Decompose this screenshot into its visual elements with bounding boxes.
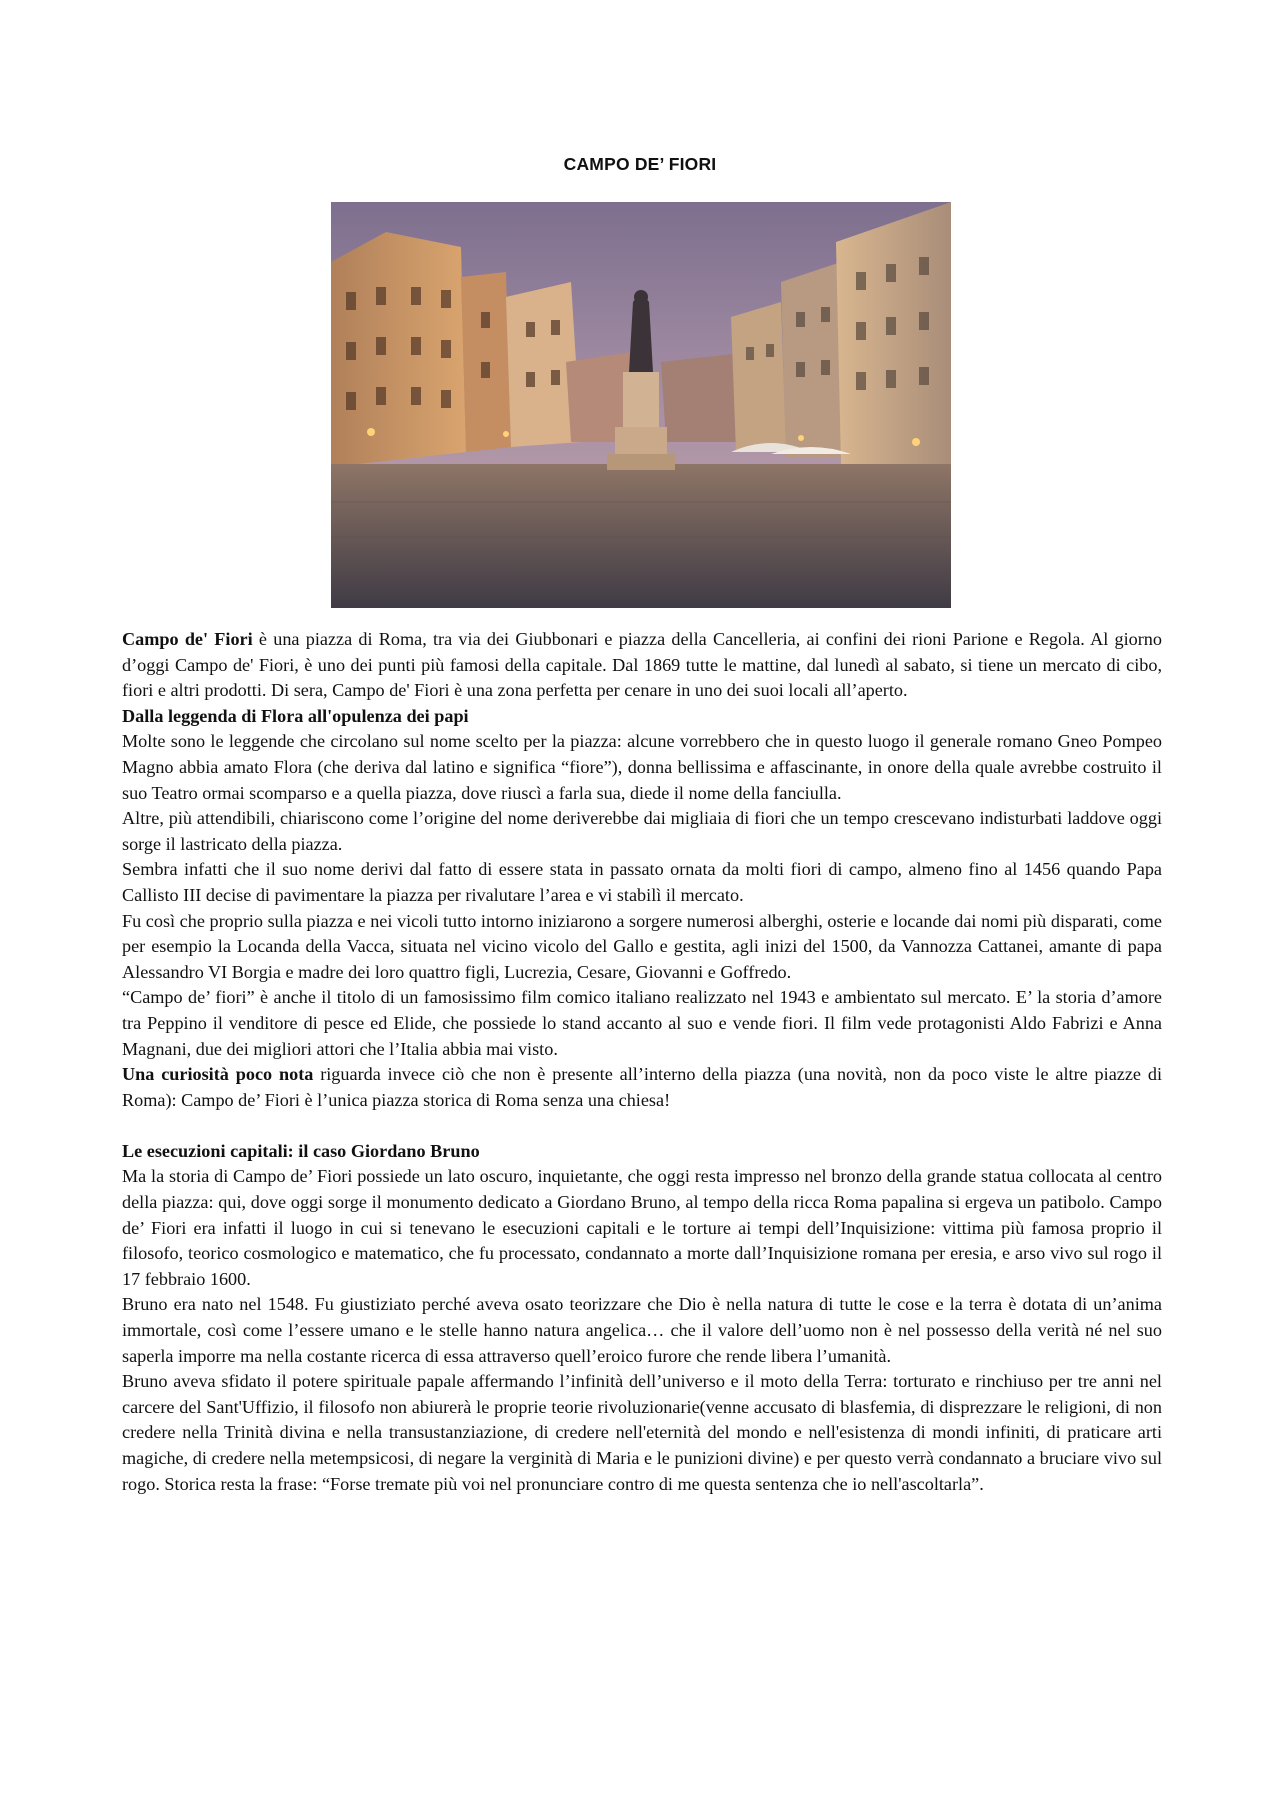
page-title: CAMPO DE’ FIORI <box>563 154 717 174</box>
intro-lead: Campo de' Fiori <box>122 629 253 649</box>
article-body <box>122 627 1162 1497</box>
section2-paragraph-1: Ma la storia di Campo de’ Fiori possiede un lato oscuro, inquietante, che oggi resta impresso nel bronzo della grande statua collocata al centro della piazza: qui, dove oggi sorge il monumento dedicato a Giordano Bruno, al tempo della ricca Roma papalina si ergeva un patibolo. Campo de’ Fiori era infatti il luogo in cui si tenevano le esecuzioni capitali e le torture ai tempi dell’Inquisizione: vittima più famosa proprio il filosofo, teorico cosmologico e matematico, che fu processato, condannato a morte dall’Inquisizione romana per eresia, e arso vivo sul rogo il 17 febbraio 1600. <box>122 1166 1162 1289</box>
section1-paragraph-2: Altre, più attendibili, chiariscono come l’origine del nome deriverebbe dai migliaia di fiori che un tempo crescevano indisturbati laddove oggi sorge il lastricato della piazza. <box>122 808 1162 854</box>
section2-heading: Le esecuzioni capitali: il caso Giordano Bruno <box>122 1140 480 1161</box>
section1-paragraph-1: Molte sono le leggende che circolano sul nome scelto per la piazza: alcune vorrebbero che in questo luogo il generale romano Gneo Pompeo Magno abbia amato Flora (che deriva dal latino e significa “fiore”), donna bellissima e affascinante, in onore della quale avrebbe costruito il suo Teatro ormai scomparso e a quella piazza, dove riuscì a farla sua, diede il nome della fanciulla. <box>122 731 1162 803</box>
section1-paragraph-5: “Campo de’ fiori” è anche il titolo di un famosissimo film comico italiano realizzato nel 1943 e ambientato sul mercato. E’ la storia d’amore tra Peppino il venditore di pesce ed Elide, che possiede lo stand accanto al suo e vende fiori. Il film vede protagonisti Aldo Fabrizi e Anna Magnani, due dei migliori attori che l’Italia abbia mai visto. <box>122 987 1162 1059</box>
intro-paragraph <box>122 627 1162 704</box>
section2-paragraph-3: Bruno aveva sfidato il potere spirituale papale affermando l’infinità dell’universo e il moto della Terra: torturato e rinchiuso per tre anni nel carcere del Sant'Uffizio, il filosofo non abiurerà le proprie teorie rivoluzionarie(venne accusato di blasfemia, di disprezzare le religioni, di non credere nella Trinità divina e nella transustanziazione, di credere nell'eternità del mondo e nell'esistenza di mondi infiniti, di praticare arti magiche, di credere nella metempsicosi, di negare la verginità di Maria e le punizioni divine) e per questo verrà condannato a bruciare vivo sul rogo. Storica resta la frase: “Forse tremate più voi nel pronunciare contro di me questa sentenza che io nell'ascoltarla”. <box>122 1371 1162 1494</box>
section-gap <box>122 1113 1162 1139</box>
piazza-photo <box>331 202 951 608</box>
curiosity-lead: Una curiosità poco nota <box>122 1064 314 1085</box>
section1-paragraph-6 <box>122 1062 1162 1113</box>
curiosity-text: riguarda invece ciò che non è presente all’interno della piazza (una novità, non da poco viste le altre piazze di Roma): Campo de’ Fiori è l’unica piazza storica di Roma senza una chiesa! <box>122 1064 1162 1110</box>
intro-text: è una piazza di Roma, tra via dei Giubbonari e piazza della Cancelleria, ai confini dei rioni Parione e Regola. Al giorno d’oggi Campo de' Fiori, è uno dei punti più famosi della capitale. Dal 1869 tutte le mattine, dal lunedì al sabato, si tiene un mercato di cibo, fiori e altri prodotti. Di sera, Campo de' Fiori è una zona perfetta per cenare in uno dei suoi locali all’aperto. <box>122 629 1162 701</box>
section1-paragraph-3: Sembra infatti che il suo nome derivi dal fatto di essere stata in passato ornata da molti fiori di campo, almeno fino al 1456 quando Papa Callisto III decise di pavimentare la piazza per rivalutare l’area e vi stabilì il mercato. <box>122 859 1162 905</box>
section1-paragraph-4: Fu così che proprio sulla piazza e nei vicoli tutto intorno iniziarono a sorgere numerosi alberghi, osterie e locande dai nomi più disparati, come per esempio la Locanda della Vacca, situata nel vicino vicolo del Gallo e gestita, agli inizi del 1500, da Vannozza Cattanei, amante di papa Alessandro VI Borgia e madre dei loro quattro figli, Lucrezia, Cesare, Giovanni e Goffredo. <box>122 910 1162 982</box>
section2-paragraph-2: Bruno era nato nel 1548. Fu giustiziato perché aveva osato teorizzare che Dio è nella natura di tutte le cose e la terra è dotata di un’anima immortale, così come l’essere umano e le stelle hanno natura angelica… che il valore dell’uomo non è nel possesso della verità né nel suo saperla imporre ma nella costante ricerca di essa attraverso quell’eroico furore che rende libera l’umanità. <box>122 1294 1162 1366</box>
section1-heading: Dalla leggenda di Flora all'opulenza dei papi <box>122 705 469 726</box>
